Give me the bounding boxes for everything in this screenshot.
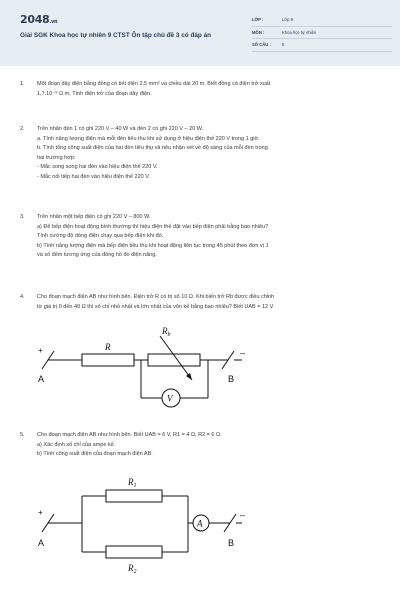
question-line: Một đoạn dây điện bằng đồng có tiết diện 2,5 mm² và chiều dài 20 m. Biết đồng có điện trở suất xyxy=(37,81,271,87)
resistor-r1 xyxy=(106,490,162,502)
question-2 xyxy=(20,125,382,183)
meta-key: SỐ CÂU : xyxy=(252,42,271,48)
question-line: Trên nhãn đèn 1 có ghi 220 V – 40 W và đèn 2 có ghi 220 V – 20 W. xyxy=(37,126,204,132)
meta-key: MÔN : xyxy=(252,29,265,35)
question-line: Trên nhãn một bếp điện có ghi 220 V – 800 W. xyxy=(37,214,151,220)
rheostat-label: $R_b$ xyxy=(162,326,171,338)
resistor-r1-label: $R_1$ xyxy=(128,477,137,489)
question-line: hai trường hợp: xyxy=(37,154,76,161)
rheostat-slider xyxy=(160,336,192,380)
resistor-r xyxy=(82,354,134,366)
logo-text: 2048 xyxy=(20,13,50,26)
meta-row-count xyxy=(252,39,392,52)
meta-value: Khoa học tự nhiên xyxy=(282,29,317,35)
terminal-b-label: B xyxy=(228,374,235,384)
terminal-a-label: A xyxy=(38,538,45,548)
circuit-diagram-4 xyxy=(30,320,270,420)
question-line: Cho đoạn mạch điện AB như hình bên. Điện trở R có trị số 10 Ω. Khi biến trở Rb được điều chỉnh xyxy=(37,294,275,300)
ammeter-label: A xyxy=(197,518,203,529)
circuit-5-svg xyxy=(30,468,270,578)
question-line: từ giá trị 0 đến 40 Ω thì số chỉ nhỏ nhất và lớn nhất của vôn kế bằng bao nhiêu? Biết UAB = 12 V. xyxy=(37,303,275,310)
meta-row-grade xyxy=(252,14,392,27)
document-header xyxy=(0,0,400,66)
question-number: 4. xyxy=(20,294,25,300)
question-5 xyxy=(20,431,382,460)
plus-sign: + xyxy=(38,508,43,517)
voltmeter-label: V xyxy=(167,393,173,404)
question-3 xyxy=(20,213,382,261)
meta-table xyxy=(252,14,392,52)
question-line: a) Để bếp điện hoạt động bình thường thì hiệu điện thế đặt vào bếp điện phải bằng bao nhiêu? xyxy=(37,223,269,230)
question-line: Cho đoạn mạch điện AB như hình bên. Biết UAB = 6 V, R1 = 4 Ω, R2 = 6 Ω. xyxy=(37,432,222,438)
site-logo[interactable] xyxy=(20,13,57,26)
question-4 xyxy=(20,293,382,312)
minus-sign: – xyxy=(240,510,246,520)
question-line: 1,7.10⁻⁸ Ω.m. Tính điện trở của đoạn dây điện. xyxy=(37,90,152,97)
resistor-r2 xyxy=(106,546,162,558)
question-line: b) Tính năng lượng điện mà bếp điện tiêu thụ khi hoạt động liên tục trong 45 phút theo đơn vị J xyxy=(37,242,269,249)
resistor-r-label: R xyxy=(105,342,111,352)
question-1 xyxy=(20,80,382,99)
question-line: b) Tính công suất điện của đoạn mạch điện AB. xyxy=(37,451,153,458)
question-line: Tính cường độ dòng điện chạy qua bếp điện khi đó. xyxy=(37,233,164,240)
terminal-b-label: B xyxy=(228,538,235,548)
meta-value: Lớp 9 xyxy=(282,17,293,23)
resistor-r2-label: $R_2$ xyxy=(128,563,137,575)
meta-key: LỚP : xyxy=(252,17,264,23)
circuit-4-svg xyxy=(30,320,270,420)
plus-sign: + xyxy=(38,346,43,355)
question-line: và số đếm tương ứng của đồng hồ đo điện năng. xyxy=(37,252,157,259)
question-number: 2. xyxy=(20,126,25,132)
question-line: a. Tính năng lượng điện mà mỗi đèn tiêu thụ khi sử dụng ở hiệu điện thế 220 V trong 1 giờ. xyxy=(37,135,260,142)
meta-row-subject xyxy=(252,27,392,40)
question-line: - Mắc nối tiếp hai đèn vào hiệu điện thế 220 V. xyxy=(37,173,150,180)
question-line: a) Xác định số chỉ của ampe kế. xyxy=(37,441,116,448)
question-number: 3. xyxy=(20,214,25,220)
circuit-diagram-5 xyxy=(30,468,270,578)
question-line: - Mắc song song hai đèn vào hiệu điện thế 220 V. xyxy=(37,164,158,171)
slider-arrow-head xyxy=(186,373,192,380)
terminal-a-label: A xyxy=(38,374,45,384)
meta-value: 5 xyxy=(282,42,285,48)
question-line: b. Tính tổng công suất điện của hai đèn tiêu thụ và nêu nhận xét về độ sáng của mỗi đèn trong xyxy=(37,145,268,152)
page-title: Giải SGK Khoa học tự nhiên 9 CTST Ôn tập chủ đề 3 có đáp án xyxy=(20,32,212,39)
minus-sign: – xyxy=(240,348,246,358)
question-number: 5. xyxy=(20,432,25,438)
question-number: 1. xyxy=(20,81,25,87)
logo-suffix: .vn xyxy=(49,19,58,25)
